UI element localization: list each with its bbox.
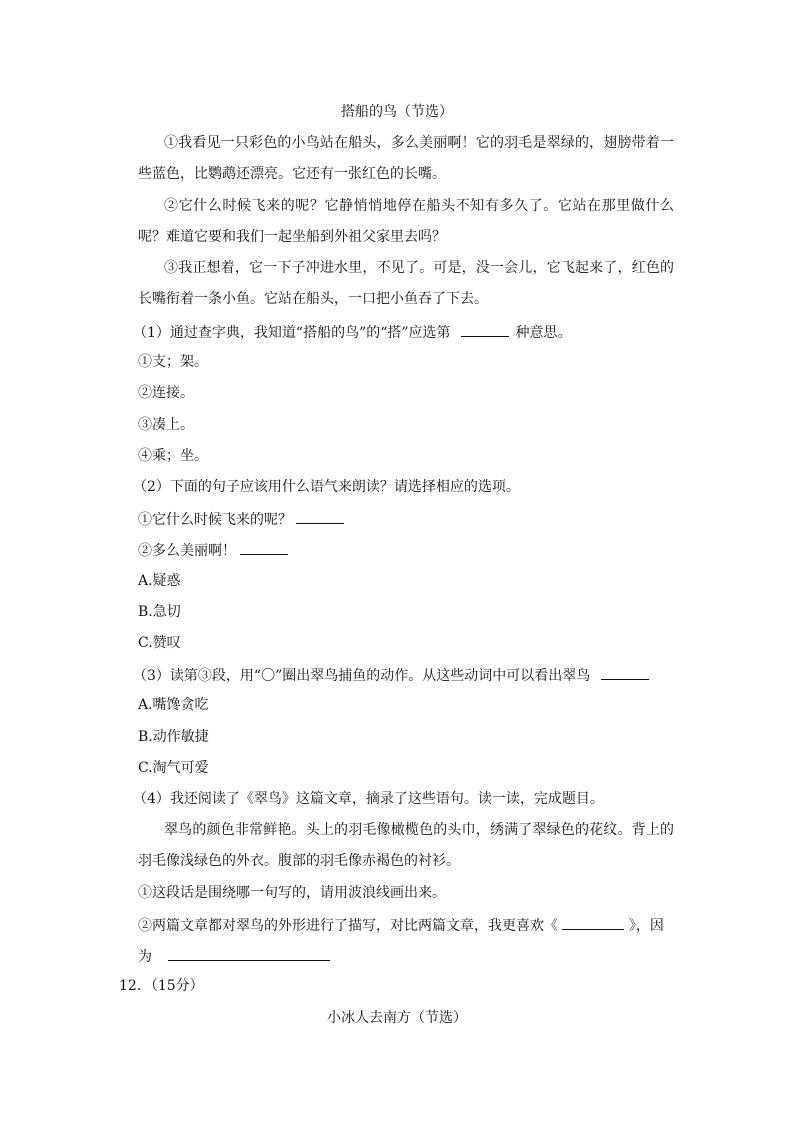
question-4-reason-label: 为: [138, 949, 152, 965]
paragraph-2-line-2: 呢？难道它要和我们一起坐船到外祖父家里去吗？: [138, 229, 446, 245]
question-12-number: 12．（15分）: [119, 978, 204, 994]
question-4-excerpt-line-1: 翠鸟的颜色非常鲜艳。头上的羽毛像橄榄色的头巾，绣满了翠绿色的花纹。背上的: [164, 822, 674, 838]
question-2-option-c: C.赞叹: [138, 635, 181, 651]
question-3-stem-text: （3）读第③段，用“〇”圈出翠鸟捕鱼的动作。从这些动词中可以看出翠鸟: [133, 668, 591, 684]
question-4-sub-2-suffix: 》，因: [628, 918, 664, 934]
question-1-option-4: ④乘；坐。: [138, 448, 208, 464]
question-4-stem: （4）我还阅读了《翠鸟》这篇文章，摘录了这些语句。读一读，完成题目。: [133, 791, 604, 807]
question-2-item-2-blank[interactable]: [240, 541, 288, 555]
question-2-stem: （2）下面的句子应该用什么语气来朗读？请选择相应的选项。: [133, 479, 520, 495]
paragraph-3-line-2: 长嘴衔着一条小鱼。它站在船头，一口把小鱼吞了下去。: [138, 291, 488, 307]
question-1-answer-blank[interactable]: [461, 323, 509, 337]
question-2-item-2: [138, 541, 288, 559]
question-3-answer-blank[interactable]: [601, 666, 649, 680]
question-4-sub-1: ①这段话是围绕哪一句写的，请用波浪线画出来。: [138, 885, 446, 901]
question-1-option-3: ③凑上。: [138, 417, 194, 433]
question-2-option-a: A.疑惑: [138, 573, 181, 589]
question-3-option-b: B.动作敏捷: [138, 729, 209, 745]
question-3-option-a: A.嘴馋贪吃: [138, 697, 209, 713]
question-4-reason-blank[interactable]: [168, 947, 330, 961]
paragraph-3-line-1: ③我正想着，它一下子冲进水里，不见了。可是，没一会儿，它飞起来了，红色的: [164, 260, 674, 276]
question-1-stem-suffix: 种意思。: [515, 325, 572, 341]
paragraph-2-line-1: ②它什么时候飞来的呢？它静悄悄地停在船头不知有多久了。它站在那里做什么: [164, 198, 674, 214]
question-3-option-c: C.淘气可爱: [138, 760, 209, 776]
paragraph-1-line-2: 些蓝色，比鹦鹉还漂亮。它还有一张红色的长嘴。: [138, 166, 446, 182]
question-4-book-blank[interactable]: [562, 916, 624, 930]
question-3-stem: [133, 666, 649, 684]
question-4-sub-2-text: ②两篇文章都对翠鸟的外形进行了描写，对比两篇文章，我更喜欢《: [138, 918, 558, 934]
question-12-passage-title: 小冰人去南方（节选）: [327, 1010, 467, 1026]
question-4-sub-2-line-2: [138, 947, 330, 965]
question-1-option-1: ①支；架。: [138, 354, 208, 370]
question-2-item-1-text: ①它什么时候飞来的呢？: [138, 512, 292, 528]
question-2-item-1: [138, 510, 344, 528]
question-1-stem: [133, 323, 571, 341]
question-4-sub-2: [138, 916, 664, 934]
question-2-option-b: B.急切: [138, 604, 181, 620]
question-2-item-2-text: ②多么美丽啊！: [138, 543, 236, 559]
question-1-stem-text: （1）通过查字典，我知道“搭船的鸟”的“搭”应选第: [133, 325, 451, 341]
paragraph-1-line-1: ①我看见一只彩色的小鸟站在船头，多么美丽啊！它的羽毛是翠绿的，翅膀带着一: [164, 135, 674, 151]
passage-title: 搭船的鸟（节选）: [341, 104, 453, 120]
question-1-option-2: ②连接。: [138, 385, 194, 401]
question-4-excerpt-line-2: 羽毛像浅绿色的外衣。腹部的羽毛像赤褐色的衬衫。: [138, 853, 460, 869]
question-2-item-1-blank[interactable]: [296, 510, 344, 524]
